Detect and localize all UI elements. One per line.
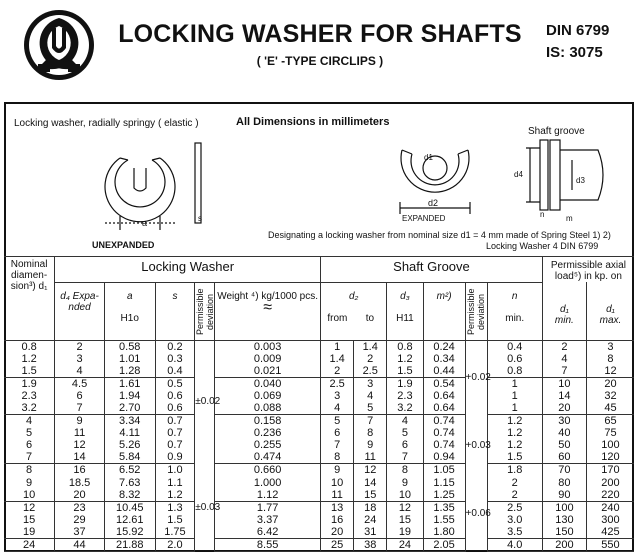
table-row	[4, 353, 634, 365]
table-cell: 1.01	[104, 353, 155, 365]
table-cell: 1	[487, 402, 542, 415]
table-cell: 100	[542, 501, 586, 514]
table-row	[4, 489, 634, 502]
table-cell: 12	[55, 439, 105, 451]
table-row	[4, 514, 634, 526]
table-cell: 23	[55, 501, 105, 514]
designation-line-2: Locking Washer 4 DIN 6799	[486, 241, 599, 251]
table-cell: 44	[55, 539, 105, 552]
table-cell: 4	[354, 390, 387, 402]
table-cell: 2	[321, 365, 354, 378]
table-cell: 5	[387, 427, 423, 439]
table-cell: 14	[542, 390, 586, 402]
perm-dev-m-3: +0.06	[465, 477, 487, 552]
table-cell: 200	[601, 476, 620, 489]
table-cell: 4.11	[104, 427, 155, 439]
table-row	[4, 451, 634, 464]
table-row	[4, 402, 634, 415]
table-row	[4, 501, 634, 514]
table-cell: 65	[604, 415, 617, 428]
table-cell: 12	[354, 464, 387, 477]
col-m: m²)	[423, 282, 465, 340]
label-expanded: EXPANDED	[402, 214, 446, 223]
table-cell: 0.158	[215, 415, 321, 428]
table-cell: 425	[586, 526, 634, 539]
table-row	[4, 340, 634, 353]
table-cell: 9	[55, 415, 105, 428]
table-cell: 5.84	[104, 451, 155, 464]
table-cell: 31	[354, 526, 387, 539]
table-cell: 3	[321, 390, 354, 402]
table-cell: 16	[55, 464, 105, 477]
col-d2: d₂ from to	[321, 282, 387, 340]
table-row	[4, 539, 634, 552]
table-cell: 1.1	[155, 477, 195, 489]
table-cell: 1.55	[423, 514, 465, 526]
col-perm-dev-1: Permissible deviation	[195, 282, 215, 340]
dim-s-label: s	[198, 214, 202, 223]
table-cell: 70	[542, 464, 586, 477]
table-cell: 5	[354, 402, 387, 415]
col-s: s	[155, 282, 195, 340]
label-unexpanded: UNEXPANDED	[92, 240, 155, 250]
table-cell: 4.0	[487, 539, 542, 552]
col-a: a H1o	[104, 282, 155, 340]
table-cell: 0.94	[423, 451, 465, 464]
col-d3: d₃ H11	[387, 282, 423, 340]
table-cell: 1.2	[487, 427, 542, 439]
table-cell: 0.009	[215, 353, 321, 365]
perm-dev-m-2: +0.03	[465, 415, 487, 477]
table-cell: 1.61	[104, 377, 155, 390]
table-cell: 1.28	[104, 365, 155, 378]
table-cell: 40	[542, 427, 586, 439]
table-cell: 37	[55, 526, 105, 539]
table-cell: 0.6	[155, 402, 195, 415]
table-cell: 0.5	[155, 377, 195, 390]
dim-d3-label: d3	[576, 176, 585, 185]
table-cell: 7	[55, 402, 105, 415]
dim-d4-label: d4	[514, 170, 523, 179]
table-cell: 300	[601, 513, 620, 526]
table-cell: 7	[387, 451, 423, 464]
table-cell: 1.4	[354, 340, 387, 353]
table-cell: 1.5	[387, 365, 423, 378]
table-cell: 20	[55, 489, 105, 502]
table-cell: 0.7	[155, 427, 195, 439]
unexpanded-washer-drawing	[90, 138, 230, 238]
table-cell: 0.64	[423, 402, 465, 415]
table-cell: 20	[604, 377, 617, 390]
col-load-min: d₁ min.	[542, 282, 586, 340]
table-cell: 1.15	[423, 477, 465, 489]
table-cell: 10	[4, 489, 55, 502]
table-cell: 14	[354, 477, 387, 489]
table-cell: 6.42	[215, 526, 321, 539]
table-cell: 1.000	[215, 477, 321, 489]
table-cell: 60	[542, 451, 586, 464]
table-cell: 0.74	[423, 415, 465, 428]
table-cell: 8.55	[215, 539, 321, 552]
table-cell: 0.6	[155, 390, 195, 402]
table-cell: 7	[321, 439, 354, 451]
table-cell: 7	[542, 365, 586, 378]
dimensions-table	[4, 256, 634, 552]
table-cell: 2	[354, 353, 387, 365]
table-cell: 240	[601, 501, 620, 514]
table-cell: 1.25	[423, 489, 465, 502]
table-cell: 0.040	[215, 377, 321, 390]
page-header	[0, 0, 640, 92]
table-cell: 2	[542, 340, 586, 353]
table-row	[4, 377, 634, 390]
table-cell: 0.74	[423, 427, 465, 439]
table-cell: 9	[387, 477, 423, 489]
table-cell: 3	[55, 353, 105, 365]
table-cell: 2.0	[155, 539, 195, 552]
table-cell: 1.12	[215, 489, 321, 502]
table-cell: 15	[354, 489, 387, 502]
table-cell: 150	[542, 526, 586, 539]
table-row	[4, 390, 634, 402]
table-cell: 19	[387, 526, 423, 539]
caption-dimensions: All Dimensions in millimeters	[236, 116, 390, 128]
table-cell: 24	[387, 539, 423, 552]
dim-d1-label: d1	[424, 153, 433, 162]
table-cell: 0.58	[104, 340, 155, 353]
table-cell: 4	[542, 353, 586, 365]
table-cell: 1.05	[423, 464, 465, 477]
table-cell: 2	[55, 340, 105, 353]
table-cell: 30	[542, 415, 586, 428]
table-cell: 220	[586, 489, 634, 502]
standard-is: IS: 3075	[546, 44, 603, 61]
dim-n-label: n	[540, 210, 545, 219]
table-cell: 2.5	[487, 501, 542, 514]
caption-washer: Locking washer, radially springy ( elastic )	[14, 118, 199, 129]
table-cell: 6	[387, 439, 423, 451]
table-cell: 130	[542, 514, 586, 526]
table-cell: 1.9	[4, 377, 55, 390]
table-cell: 8.32	[104, 489, 155, 502]
col-load-max: d₁ max.	[586, 282, 634, 340]
dim-d2-label: d2	[428, 198, 439, 208]
perm-dev-m-1: +0.02	[465, 340, 487, 415]
table-cell: 13	[321, 501, 354, 514]
table-cell: 0.6	[487, 353, 542, 365]
table-cell: 6	[55, 390, 105, 402]
table-cell: 100	[601, 439, 620, 452]
table-cell: 2.05	[423, 539, 465, 552]
table-cell: 6	[321, 427, 354, 439]
table-cell: 29	[55, 514, 105, 526]
table-cell: 1.4	[321, 353, 354, 365]
table-cell: 3.2	[4, 402, 55, 415]
table-cell: 4	[387, 415, 423, 428]
table-cell: 15	[4, 514, 55, 526]
col-axial-load: Permissible axial load⁵) in kp. on	[550, 260, 626, 282]
table-cell: 1	[487, 377, 542, 390]
table-cell: 25	[321, 539, 354, 552]
dim-m-label: m	[566, 214, 573, 223]
table-cell: 18	[354, 501, 387, 514]
table-cell: 10	[387, 489, 423, 502]
table-cell: 10	[321, 477, 354, 489]
table-cell: 0.255	[215, 439, 321, 451]
table-cell: 2.5	[354, 365, 387, 378]
table-cell: 200	[542, 539, 586, 552]
col-perm-dev-2: Permissible deviation	[465, 282, 487, 340]
table-cell: 12	[586, 365, 634, 378]
table-cell: 6.52	[104, 464, 155, 477]
table-cell: 3	[607, 340, 614, 353]
table-cell: 0.660	[215, 464, 321, 477]
table-cell: 0.8	[487, 365, 542, 378]
circlip-logo-icon	[22, 8, 96, 82]
table-cell: 32	[604, 389, 617, 402]
col-d4: d₄ Expa- nded	[55, 282, 105, 340]
table-cell: 0.24	[423, 340, 465, 353]
perm-dev-s-2: ±0.03	[195, 464, 215, 552]
table-cell: 1.5	[487, 451, 542, 464]
table-cell: 11	[55, 427, 105, 439]
table-cell: 4	[4, 415, 55, 428]
table-cell: 4.5	[55, 377, 105, 390]
table-cell: 14	[55, 451, 105, 464]
table-cell: 6	[4, 439, 55, 451]
table-cell: 0.44	[423, 365, 465, 378]
table-cell: 12	[387, 501, 423, 514]
table-cell: 16	[321, 514, 354, 526]
caption-shaft-groove: Shaft groove	[528, 126, 585, 137]
table-cell: 0.7	[155, 415, 195, 428]
table-cell: 3	[354, 377, 387, 390]
table-cell: 11	[321, 489, 354, 502]
table-row	[4, 365, 634, 378]
page-subtitle: ( 'E' -TYPE CIRCLIPS )	[256, 54, 384, 68]
table-cell: 7.63	[104, 477, 155, 489]
table-cell: 1.5	[4, 365, 55, 378]
table-cell: 3.5	[487, 526, 542, 539]
dim-a-label: a	[142, 218, 148, 228]
table-cell: 3.34	[104, 415, 155, 428]
table-cell: 1.75	[155, 526, 195, 539]
table-cell: 2.70	[104, 402, 155, 415]
table-cell: 1.5	[155, 514, 195, 526]
table-cell: 3.0	[487, 514, 542, 526]
table-cell: 0.4	[487, 340, 542, 353]
table-cell: 3.37	[215, 514, 321, 526]
table-cell: 8	[321, 451, 354, 464]
table-cell: 550	[586, 539, 634, 552]
table-cell: 0.34	[423, 353, 465, 365]
table-cell: 12	[4, 501, 55, 514]
table-row	[4, 477, 634, 489]
col-nominal: Nominal diamen- sion³) d₁	[4, 257, 55, 341]
table-cell: 1.2	[387, 353, 423, 365]
table-cell: 1.2	[155, 489, 195, 502]
table-cell: 0.7	[155, 439, 195, 451]
table-cell: 0.54	[423, 377, 465, 390]
table-row	[4, 427, 634, 439]
table-cell: 0.474	[215, 451, 321, 464]
table-cell: 2.3	[4, 390, 55, 402]
table-cell: 9	[4, 477, 55, 489]
table-cell: 5	[321, 415, 354, 428]
table-cell: 50	[542, 439, 586, 451]
table-cell: 2	[487, 489, 542, 502]
table-cell: 15	[387, 514, 423, 526]
table-cell: 0.9	[155, 451, 195, 464]
table-cell: 0.2	[155, 340, 195, 353]
table-cell: 0.3	[155, 353, 195, 365]
table-cell: 1.9	[387, 377, 423, 390]
table-cell: 1.8	[487, 464, 542, 477]
table-cell: 1.0	[155, 464, 195, 477]
table-cell: 0.088	[215, 402, 321, 415]
table-cell: 8	[354, 427, 387, 439]
col-n: n min.	[487, 282, 542, 340]
group-shaft-groove: Shaft Groove	[321, 257, 543, 283]
table-cell: 0.069	[215, 390, 321, 402]
table-cell: 4	[55, 365, 105, 378]
table-cell: 12.61	[104, 514, 155, 526]
table-cell: 9	[354, 439, 387, 451]
table-cell: 20	[321, 526, 354, 539]
table-cell: 0.236	[215, 427, 321, 439]
table-cell: 170	[601, 464, 620, 477]
table-cell: 2	[487, 477, 542, 489]
table-cell: 1.2	[487, 439, 542, 451]
table-cell: 1.94	[104, 390, 155, 402]
page-title: LOCKING WASHER FOR SHAFTS	[118, 20, 522, 48]
table-cell: 10	[542, 377, 586, 390]
table-cell: 1.77	[215, 501, 321, 514]
table-cell: 8	[4, 464, 55, 477]
table-cell: 15.92	[104, 526, 155, 539]
table-cell: 3.2	[387, 402, 423, 415]
col-weight: Weight ⁴) kg/1000 pcs. ≈	[215, 282, 321, 340]
table-cell: 9	[321, 464, 354, 477]
table-cell: 5	[4, 427, 55, 439]
table-cell: 8	[387, 464, 423, 477]
table-cell: 0.8	[387, 340, 423, 353]
perm-dev-s-1: ±0.02	[195, 340, 215, 464]
table-row	[4, 439, 634, 451]
table-cell: 0.003	[215, 340, 321, 353]
table-row	[4, 464, 634, 477]
table-cell: 18.5	[55, 477, 105, 489]
table-cell: 1.80	[423, 526, 465, 539]
table-cell: 5.26	[104, 439, 155, 451]
designation-line-1: Designating a locking washer from nominal size d1 = 4 mm made of Spring Steel 1) 2)	[268, 230, 611, 240]
table-cell: 1.2	[487, 415, 542, 428]
table-cell: 7	[4, 451, 55, 464]
table-cell: 80	[542, 477, 586, 489]
group-locking-washer: Locking Washer	[55, 257, 321, 283]
table-cell: 1.35	[423, 501, 465, 514]
table-cell: 4	[321, 402, 354, 415]
table-cell: 1	[321, 340, 354, 353]
table-cell: 90	[542, 489, 586, 502]
table-cell: 7	[354, 415, 387, 428]
table-cell: 24	[4, 539, 55, 552]
table-cell: 20	[542, 402, 586, 415]
table-cell: 24	[354, 514, 387, 526]
table-cell: 1.3	[155, 501, 195, 514]
table-cell: 19	[4, 526, 55, 539]
standard-din: DIN 6799	[546, 22, 610, 39]
table-cell: 2.5	[321, 377, 354, 390]
table-cell: 0.021	[215, 365, 321, 378]
table-cell: 0.74	[423, 439, 465, 451]
table-cell: 0.8	[4, 340, 55, 353]
table-cell: 11	[354, 451, 387, 464]
table-cell: 10.45	[104, 501, 155, 514]
table-row	[4, 415, 634, 428]
table-cell: 45	[586, 402, 634, 415]
table-cell: 8	[607, 352, 614, 365]
table-cell: 1	[487, 390, 542, 402]
table-cell: 0.64	[423, 390, 465, 402]
table-cell: 75	[604, 427, 617, 440]
table-cell: 21.88	[104, 539, 155, 552]
table-cell: 1.2	[4, 353, 55, 365]
table-cell: 120	[586, 451, 634, 464]
table-cell: 38	[354, 539, 387, 552]
table-cell: 2.3	[387, 390, 423, 402]
table-row	[4, 526, 634, 539]
table-cell: 0.4	[155, 365, 195, 378]
